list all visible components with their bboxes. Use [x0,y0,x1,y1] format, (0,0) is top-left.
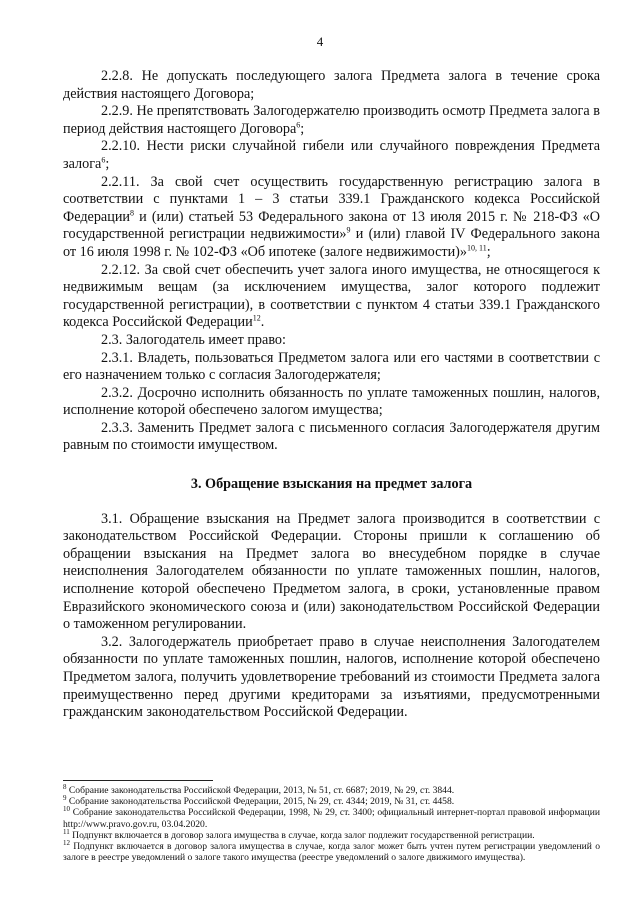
footnote: $^8$ Собрание законодательства Российской Федерации, 2013, № 51, ст. 6687; 2019, № 29, ст. 3844. [63,782,455,796]
clause-2-3-1: 2.3.1. Владеть, пользоваться Предметом залога или его частями в соответствии с его назначением только с согласия Залогодержателя; [63,349,600,384]
footnotes [63,780,600,863]
footnote-ref: 9 [346,225,351,235]
clause-2-2-12: 2.2.12. За свой счет обеспечить учет залога иного имущества, не относящегося к недвижимым вещам (за исключением имущества, залог которого подлежит государственной регистрации), в соответствии с пунктом 4 статьи 339.1 Гражданского кодекса Российской Федерации$^{12}$. [63,261,600,331]
footnote-divider [63,780,213,781]
footnote-ref: 12 [252,313,261,323]
footnote-ref: 8 [130,208,135,218]
footnote-ref: 6 [101,155,106,165]
clause-2-3: 2.3. Залогодатель имеет право: [101,331,286,348]
clause-3-1: 3.1. Обращение взыскания на Предмет залога производится в соответствии с законодательством Российской Федерации. Стороны пришли к соглашению об обращении взыскания на Предмет залога во внесудебном порядке в случае неисполнения Залогодателем обязанности по уплате таможенных пошлин, налогов, исполнение которой обеспечено Предметом залога, в сроки, установленные правом Евразийского экономического союза и (или) законодательством Российской Федерации о таможенном регулировании. [63,510,600,633]
clause-2-3-3: 2.3.3. Заменить Предмет залога с письменного согласия Залогодержателя другим равным по стоимости имуществом. [63,419,600,454]
footnote: $^{12}$ Подпункт включается в договор залога имущества в случае, когда залог может быть учтен путем регистрации уведомлений о залоге в реестре уведомлений о залоге такого имущества (реестре уведомлений о залоге движимого имущества). [63,838,600,864]
clause-2-2-11: 2.2.11. За свой счет осуществить государственную регистрацию залога в соответствии с пунктами 1 – 3 статьи 339.1 Гражданского кодекса Российской Федерации$^8$ и (или) статьей 53 Федерального закона от 13 июля 2015 г. № 218-ФЗ «О государственной регистрации недвижимости»$^9$ и (или) главой IV Федерального закона от 16 июля 1998 г. № 102-ФЗ «Об ипотеке (залоге недвижимости)»$^{10, 11}$; [63,173,600,260]
clause-2-3-2: 2.3.2. Досрочно исполнить обязанность по уплате таможенных пошлин, налогов, исполнение которой обеспечено залогом имущества; [63,384,600,419]
document-body [63,68,600,722]
clause-2-2-9: 2.2.9. Не препятствовать Залогодержателю производить осмотр Предмета залога в период действия настоящего Договора$^6$; [63,103,600,137]
footnote-ref: 10, 11 [466,243,487,253]
footnote: $^{11}$ Подпункт включается в договор залога имущества в случае, когда залог подлежит государственной регистрации. [63,827,535,841]
clause-3-2: 3.2. Залогодержатель приобретает право в случае неисполнения Залогодателем обязанности по уплате таможенных пошлин, налогов, исполнение которой обеспечено Предметом залога, получить удовлетворение требований из стоимости Предмета залога преимущественно перед другими кредиторами за изъятиями, предусмотренными гражданским законодательством Российской Федерации. [63,633,600,721]
footnote: $^{10}$ Собрание законодательства Российской Федерации, 1998, № 29, ст. 3400; официальный интернет-портал правовой информации http://www.pravo.gov.ru, 03.04.2020. [63,805,600,830]
section-3-heading: 3. Обращение взыскания на предмет залога [190,476,473,493]
footnote: $^9$ Собрание законодательства Российской Федерации, 2015, № 29, ст. 4344; 2019, № 31, ст. 4458. [63,794,455,808]
clause-2-2-10: 2.2.10. Нести риски случайной гибели или случайного повреждения Предмета залога$^6$; [63,138,600,172]
footnote-ref: 6 [296,120,301,130]
page-number: 4 [316,34,324,49]
clause-2-2-8: 2.2.8. Не допускать последующего залога Предмета залога в течение срока действия настоящего Договора; [63,68,600,102]
